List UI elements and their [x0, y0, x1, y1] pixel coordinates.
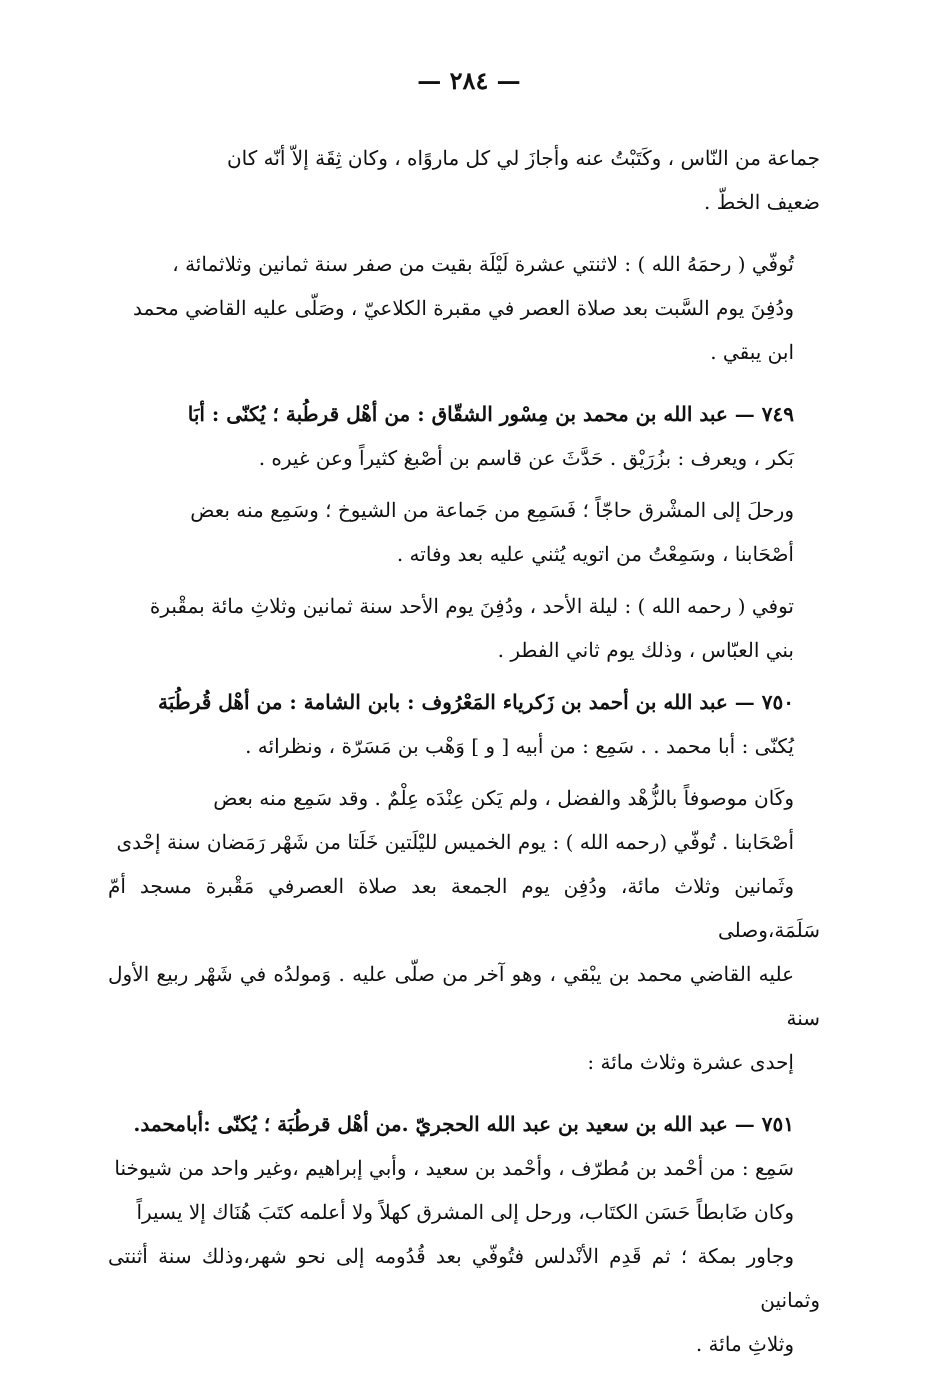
text-line: ودُفِنَ يوم السَّبت بعد صلاة العصر في مقبرة الكلاعيّ ، وصَلّى عليه القاضي محمد	[133, 296, 794, 320]
text-line: ٧٥١ — عبد الله بن سعيد بن عبد الله الحجريّ .من أهْل قرطُبَة ؛ يُكنّى :أبامحمد.	[133, 1112, 794, 1136]
entry-750	[108, 680, 820, 768]
page-text	[108, 136, 820, 1374]
text-line: ضعيف الخطّ .	[704, 190, 820, 214]
text-line: ٧٤٩ — عبد الله بن محمد بن مِسْور الشقّاق : من أهْل قرطُبة ؛ يُكنّى : أبَا	[187, 402, 794, 426]
text-line: وثَمانين وثلاث مائة، ودُفِن يوم الجمعة بعد صلاة العصرفي مَقْبرة مسجد أمّ سَلَمَة،وصلى	[108, 874, 820, 942]
entry-751	[108, 1102, 820, 1366]
text-line: تُوفّي ( رحمَهُ الله ) : لاثنتي عشرة لَيْلَة بقيت من صفر سنة ثمانين وثلاثمائة ،	[172, 252, 794, 276]
text-line: توفي ( رحمه الله ) : ليلة الأحد ، ودُفِنَ يوم الأحد سنة ثمانين وثلاثِ مائة بمقْبرة	[149, 594, 794, 618]
text-line: سَمِع : من أحْمد بن مُطرّف ، وأحْمد بن سعيد ، وأبي إبراهيم ،وغير واحد من شيوخنا	[114, 1156, 794, 1180]
text-line: وكان ضَابطاً حَسَن الكتَاب، ورحل إلى المشرق كهلاً ولا أعلمه كتَبَ هُنَاك إلا يسيراً	[136, 1200, 794, 1224]
text-line: وجاور بمكة ؛ ثم قَدِم الأنْدلس فتُوفّي بعد قُدُومه إلى نحو شهر،وذلك سنة أثنتى وثمانين	[108, 1244, 820, 1312]
entry-749	[108, 392, 820, 480]
page-number: — ٢٨٤ —	[417, 66, 521, 95]
text-line: بَكر ، ويعرف : بزُرَيْق . حَدَّثَ عن قاسم بن أصْبغ كثيراً وعن غيره .	[258, 446, 794, 470]
text-line: ورحلَ إلى المشْرق حاجّاً ؛ فَسَمِع من جَماعة من الشيوخ ؛ وسَمِع منه بعض	[190, 498, 794, 522]
text-line: عليه القاضي محمد بن يبْقي ، وهو آخر من صلّى عليه . وَمولدُه في شَهْر ربيع الأول سنة	[108, 962, 820, 1030]
text-line: ابن يبقي .	[710, 340, 794, 364]
text-line: وثلاثِ مائة .	[695, 1332, 794, 1356]
text-line: وكَان موصوفاً بالزُّهْد والفضل ، ولم يَكن عِنْدَه عِلْمٌ . وقد سَمِع منه بعض	[213, 786, 794, 810]
paragraph-1	[108, 136, 820, 224]
paragraph-7	[108, 776, 820, 1084]
text-line: أصْحَابنا ، وسَمِعْتُ من اتويه يُثني عليه بعد وفاته .	[396, 542, 794, 566]
paragraph-5	[108, 584, 820, 672]
text-line: بني العبّاس ، وذلك يوم ثاني الفطر .	[497, 638, 794, 662]
text-line: يُكنّى : أبا محمد . . سَمِع : من أبيه [ و ] وَهْب بن مَسَرّة ، ونظرائه .	[245, 734, 794, 758]
text-line: إحدى عشرة وثلاث مائة :	[587, 1050, 794, 1074]
text-line: ٧٥٠ — عبد الله بن أحمد بن زَكرياء المَعْرُوف : بابن الشامة : من أهْل قُرطُبَة	[158, 690, 794, 714]
paragraph-4	[108, 488, 820, 576]
paragraph-2	[108, 242, 820, 374]
text-line: أصْحَابنا . تُوفّي (رحمه الله ) : يوم الخميس لليْلَتين خَلَتا من شَهْر رَمَضان سنة إحْدى	[116, 830, 794, 854]
text-line: جماعة من النّاس ، وكَتَبْتُ عنه وأجازَ لي كل ماروًاه ، وكان ثِقَة إلاّ أنّه كان	[226, 146, 820, 170]
